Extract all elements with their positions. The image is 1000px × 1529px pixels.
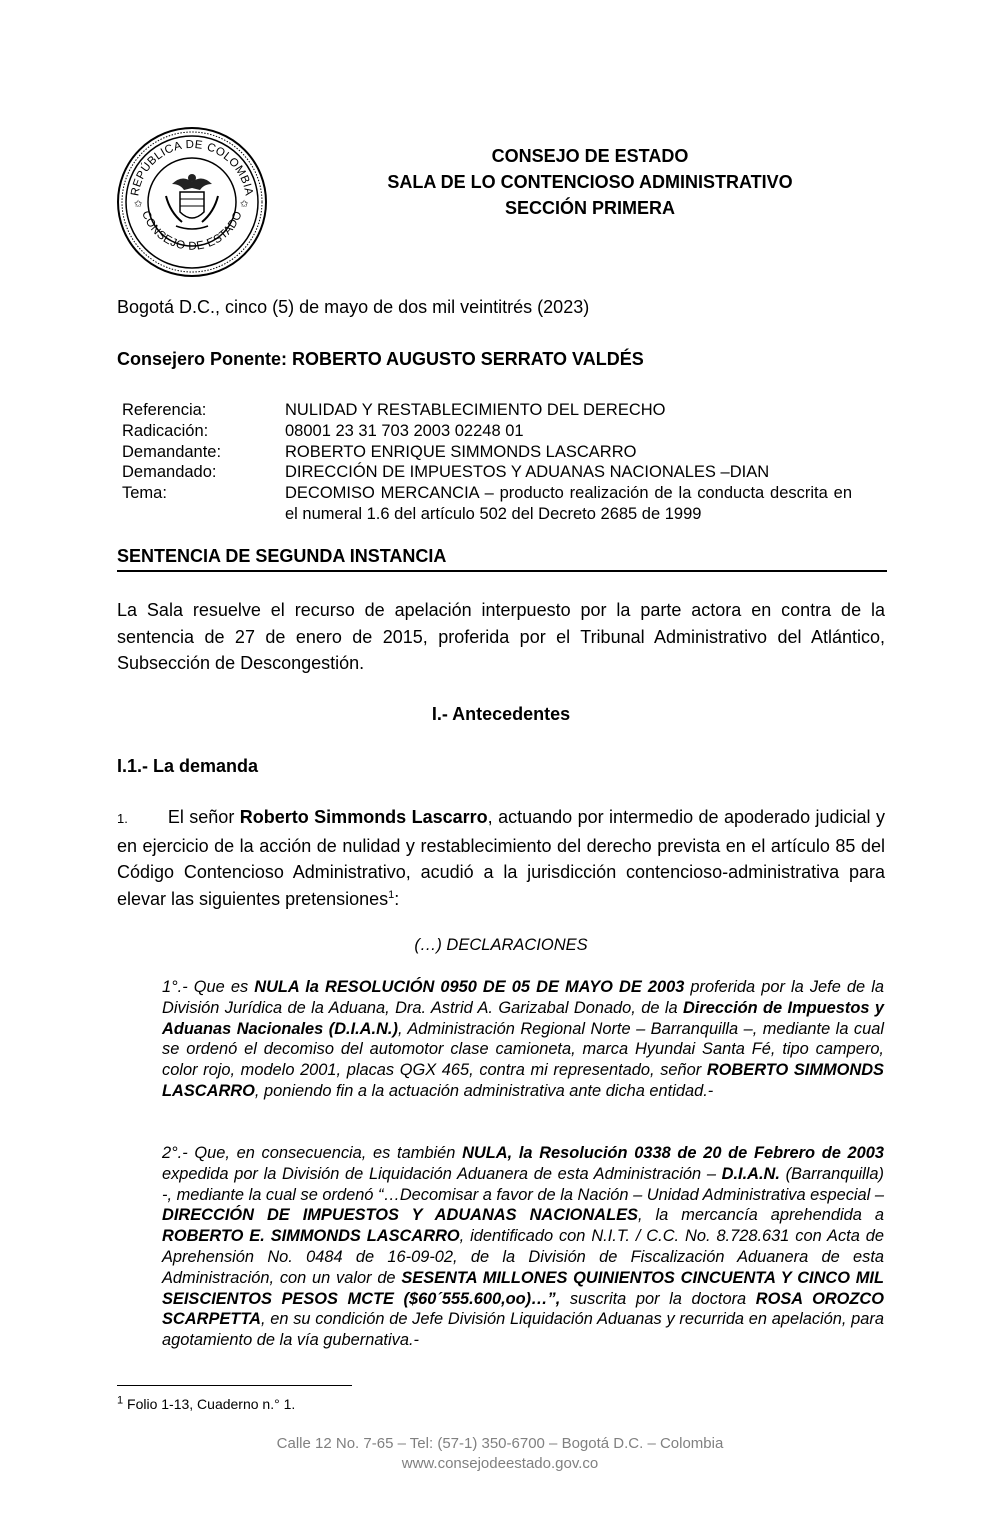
reference-row xyxy=(122,442,852,463)
quote-text: , Administración Regional Norte – Barranquilla –, mediante la cual se ordenó el decomiso del automotor clase camioneta, marca Hyundai Santa Fé, tipo campero, color rojo, modelo 2001, placas QGX 465, contra mi representado, señor xyxy=(162,1019,884,1080)
quote-bold: ROSA OROZCO SCARPETTA xyxy=(162,1289,885,1329)
paragraph-text: , actuando por intermedio de apoderado judicial y en ejercicio de la acción de nulidad y restablecimiento del derecho prevista en el artículo 85 del Código Contencioso Administrativo, acudió a la jurisdicción contencioso-administrativa para elevar las siguientes pretensiones xyxy=(117,807,885,909)
quote-text: , la mercancía aprehendida a xyxy=(637,1206,884,1225)
quote-text: proferida por la Jefe de la División Jurídica de la Aduana, Dra. Astrid A. Garizabal Donado, de la xyxy=(162,978,884,1017)
footnote-text: Folio 1-13, Cuaderno n.° 1. xyxy=(123,1396,296,1412)
party-name: Roberto Simmonds Lascarro xyxy=(239,807,488,827)
quote-text: (Barranquilla) -, mediante la cual se ordenó “…Decomisar a favor de la Nación – Unidad Administrativa especial – xyxy=(162,1164,884,1204)
reference-label: Radicación: xyxy=(122,421,209,440)
quote-heading: (…) DECLARACIONES xyxy=(414,936,588,954)
svg-text:CONSEJO DE ESTADO: CONSEJO DE ESTADO xyxy=(139,209,245,253)
subsection-heading: I.1.- La demanda xyxy=(117,756,259,776)
footnote-divider xyxy=(117,1385,352,1386)
reference-label: Referencia: xyxy=(122,401,207,419)
footer-website[interactable]: www.consejodeestado.gov.co xyxy=(401,1455,599,1472)
reference-row xyxy=(122,462,852,483)
paragraph-text: El señor xyxy=(167,807,240,827)
consejero-ponente: Consejero Ponente: ROBERTO AUGUSTO SERRATO VALDÉS xyxy=(117,349,644,369)
quote-item-1 xyxy=(162,977,884,1102)
section-heading: I.- Antecedentes xyxy=(431,704,571,724)
quote-text: , en su condición de Jefe División Liquidación Aduanas y recurrida en apelación, para agotamiento de la vía gubernativa.- xyxy=(162,1310,884,1350)
quote-bold: SESENTA MILLONES QUINIENTOS CINCUENTA Y CINCO MIL SEISCIENTOS PESOS MCTE ($60´555.600,oo)…”, xyxy=(162,1268,884,1308)
reference-value: DECOMISO MERCANCIA – producto realización de la conducta descrita en el numeral 1.6 del artículo 502 del Decreto 2685 de 1999 xyxy=(285,484,852,523)
paragraph-number: 1. xyxy=(117,811,128,826)
reference-value: NULIDAD Y RESTABLECIMIENTO DEL DERECHO xyxy=(285,401,666,419)
paragraph-text: : xyxy=(394,888,400,909)
sentencia-title: SENTENCIA DE SEGUNDA INSTANCIA xyxy=(117,546,447,566)
quote-item-2 xyxy=(162,1143,884,1351)
reference-label: Demandante: xyxy=(122,442,222,461)
header-section: SECCIÓN PRIMERA xyxy=(504,198,675,218)
quote-text: expedida por la División de Liquidación Aduanera de esta Administración – xyxy=(162,1164,722,1183)
footnote-ref[interactable]: 1 xyxy=(388,888,395,901)
svg-text:REPÚBLICA DE COLOMBIA: REPÚBLICA DE COLOMBIA xyxy=(129,138,255,197)
footnote-number: 1 xyxy=(117,1394,124,1407)
document-date: Bogotá D.C., cinco (5) de mayo de dos mil veintitrés (2023) xyxy=(117,297,590,317)
quote-bold: ROBERTO E. SIMMONDS LASCARRO xyxy=(162,1227,460,1246)
quote-text: suscrita por la doctora xyxy=(560,1289,756,1308)
footnote xyxy=(117,1396,295,1412)
reference-row xyxy=(122,400,852,421)
quote-text: 2°.- Que, en consecuencia, es también xyxy=(162,1144,463,1162)
quote-bold: Dirección de Impuestos y Aduanas Nacionales (D.I.A.N.) xyxy=(162,998,884,1038)
quote-bold: NULA, la Resolución 0338 de 20 de Febrero de 2003 xyxy=(462,1144,885,1162)
header-court-name: CONSEJO DE ESTADO xyxy=(491,146,689,166)
reference-value: DIRECCIÓN DE IMPUESTOS Y ADUANAS NACIONALES –DIAN xyxy=(285,463,770,482)
reference-label: Demandado: xyxy=(122,463,217,482)
reference-row xyxy=(122,483,852,525)
paragraph-1 xyxy=(117,804,885,912)
court-header xyxy=(340,143,840,221)
quote-bold: D.I.A.N. xyxy=(721,1164,780,1183)
consejo-de-estado-seal xyxy=(116,126,268,278)
footer-address: Calle 12 No. 7-65 – Tel: (57-1) 350-6700 – Bogotá D.C. – Colombia xyxy=(276,1435,724,1452)
svg-text:✩: ✩ xyxy=(240,199,249,210)
header-chamber: SALA DE LO CONTENCIOSO ADMINISTRATIVO xyxy=(387,172,793,192)
reference-block xyxy=(122,400,852,525)
quote-text: , poniendo fin a la actuación administrativa ante dicha entidad.- xyxy=(254,1081,714,1100)
reference-row xyxy=(122,421,852,442)
intro-paragraph: La Sala resuelve el recurso de apelación interpuesto por la parte actora en contra de la sentencia de 27 de enero de 2015, proferida por el Tribunal Administrativo del Atlántico, Subsección de Descongestión. xyxy=(117,600,885,673)
reference-label: Tema: xyxy=(122,484,167,503)
svg-text:✩: ✩ xyxy=(134,199,143,210)
quote-text: 1°.- Que es xyxy=(162,978,255,996)
title-divider xyxy=(117,570,887,572)
quote-text: , identificado con N.I.T. / C.C. No. 8.728.631 con Acta de Aprehensión No. 0484 de 16-09-02, de la División de Fiscalización Aduanera de esta Administración, con un valor de xyxy=(162,1227,884,1287)
reference-value: 08001 23 31 703 2003 02248 01 xyxy=(285,421,524,440)
quote-bold: DIRECCIÓN DE IMPUESTOS Y ADUANAS NACIONALES xyxy=(162,1206,638,1225)
quote-bold: ROBERTO SIMMONDS LASCARRO xyxy=(162,1061,884,1100)
reference-value: ROBERTO ENRIQUE SIMMONDS LASCARRO xyxy=(285,442,637,461)
quote-bold: NULA la RESOLUCIÓN 0950 DE 05 DE MAYO DE 2003 xyxy=(254,978,685,996)
